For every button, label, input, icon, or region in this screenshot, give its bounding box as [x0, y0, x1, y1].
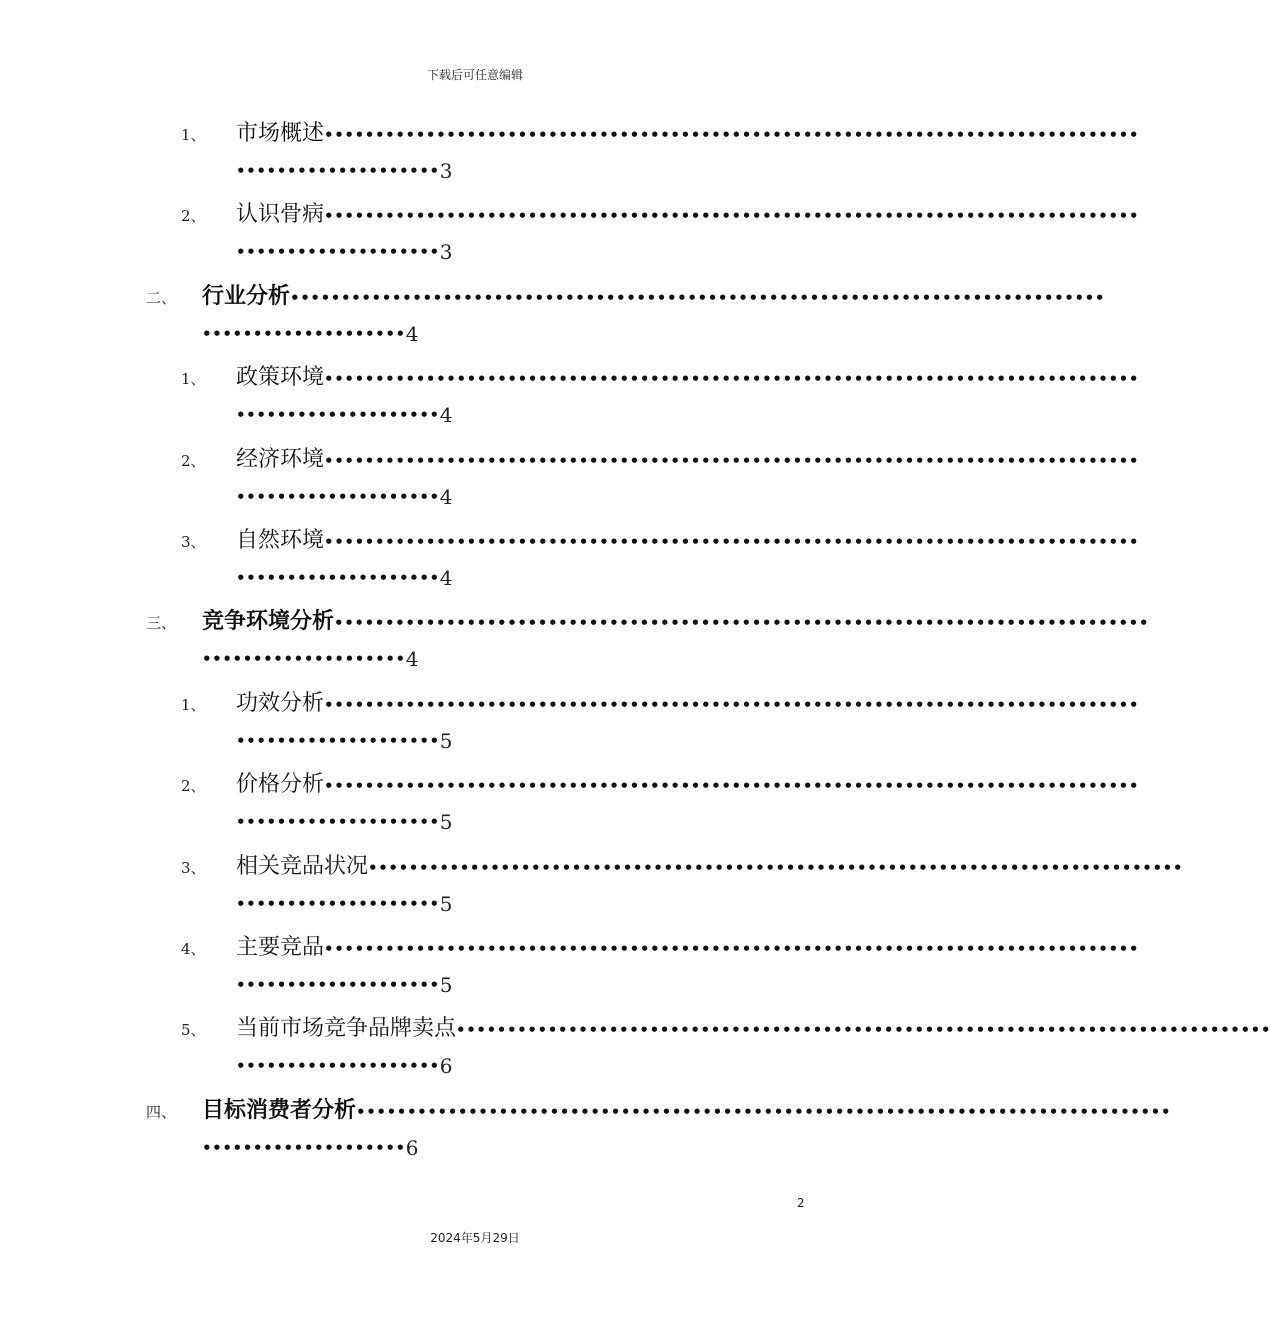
- dot-leader: ••••••••••••••••••••: [236, 731, 440, 750]
- dot-leader: ••••••••••••••••••••: [202, 650, 406, 669]
- toc-entry[interactable]: [0, 281, 1106, 363]
- dot-leader: ••••••••••••••••••••: [236, 569, 440, 587]
- toc-entry-page: 4: [439, 403, 453, 428]
- dot-leader: ••••••••••••••••••••••••••••••••••••••••••••••••••••••••••••••••••••••••••••••••: [368, 858, 1184, 877]
- toc-entry-page: 5: [439, 728, 453, 753]
- toc-entry-page-line: [236, 239, 452, 265]
- toc-entry-page-line: [202, 321, 418, 347]
- dot-leader: ••••••••••••••••••••: [202, 324, 406, 343]
- toc-entry-title: 竞争环境分析: [202, 609, 335, 635]
- toc-entry-page: 5: [439, 810, 453, 835]
- toc-entry-page-line: [236, 484, 452, 510]
- dot-leader: ••••••••••••••••••••: [236, 243, 440, 262]
- dot-leader: ••••••••••••••••••••: [236, 894, 440, 913]
- toc-entry-page: 4: [405, 321, 419, 346]
- toc-entry-title: 经济环境: [236, 446, 325, 472]
- toc-entry-title: 认识骨病: [236, 202, 325, 228]
- dot-leader: ••••••••••••••••••••••••••••••••••••••••••••••••••••••••••••••••••••••••••••••••: [324, 695, 1140, 714]
- toc-entry-title-line: [236, 769, 1140, 799]
- dot-leader: ••••••••••••••••••••: [202, 1138, 406, 1157]
- toc-entry-title-line: [236, 1013, 1271, 1043]
- dot-leader: ••••••••••••••••••••••••••••••••••••••••••••••••••••••••••••••••••••••••••••••••: [324, 940, 1140, 958]
- toc-entry[interactable]: [0, 1095, 1172, 1177]
- toc-entry-number: 二、: [146, 288, 177, 307]
- toc-entry-title-line: [236, 851, 1184, 881]
- toc-entry-page-line: [236, 1053, 452, 1079]
- toc-entry-number: 2、: [181, 207, 206, 226]
- toc-entry-number: 1、: [181, 126, 206, 144]
- toc-entry-page-line: [202, 646, 418, 672]
- dot-leader: ••••••••••••••••••••••••••••••••••••••••••••••••••••••••••••••••••••••••••••••••: [324, 533, 1140, 551]
- toc-entry-title-line: [236, 118, 1140, 148]
- toc-entry-number: 四、: [146, 1102, 177, 1121]
- toc-entry-title-line: [202, 606, 1150, 636]
- page-number: 2: [797, 1196, 805, 1210]
- toc-entry-title-line: [236, 199, 1140, 229]
- toc-entry-title: 自然环境: [236, 528, 325, 553]
- toc-entry-title: 当前市场竞争品牌卖点: [236, 1016, 457, 1042]
- toc-entry[interactable]: [0, 525, 1140, 607]
- toc-entry[interactable]: [0, 444, 1140, 526]
- toc-entry-title-line: [236, 444, 1140, 474]
- toc-entry-number: 1、: [181, 370, 206, 389]
- toc-entry-page-line: [236, 972, 452, 998]
- dot-leader: ••••••••••••••••••••••••••••••••••••••••••••••••••••••••••••••••••••••••••••••••: [324, 451, 1140, 470]
- page-header: 下载后可任意编辑: [426, 68, 523, 82]
- toc-entry-page-line: [236, 158, 452, 184]
- toc-entry-number: 3、: [181, 858, 206, 877]
- footer-date: 2024年5月29日: [430, 1231, 520, 1245]
- toc-entry[interactable]: [0, 769, 1140, 851]
- dot-leader: ••••••••••••••••••••••••••••••••••••••••••••••••••••••••••••••••••••••••••••••••: [324, 370, 1140, 389]
- toc-entry-title: 政策环境: [236, 365, 325, 391]
- toc-entry-page-line: [236, 809, 452, 835]
- toc-entry[interactable]: [0, 688, 1140, 770]
- toc-entry-number: 5、: [181, 1021, 206, 1040]
- toc-entry-page: 6: [439, 1054, 453, 1079]
- dot-leader: ••••••••••••••••••••: [236, 813, 440, 832]
- toc-entry[interactable]: [0, 851, 1184, 933]
- toc-entry-title: 相关竞品状况: [236, 853, 369, 879]
- dot-leader: ••••••••••••••••••••••••••••••••••••••••••••••••••••••••••••••••••••••••••••••••: [324, 777, 1140, 796]
- toc-entry-page: 4: [439, 566, 453, 590]
- toc-entry[interactable]: [0, 199, 1140, 281]
- toc-entry-number: 3、: [181, 533, 206, 551]
- toc-entry-title-line: [202, 1095, 1172, 1125]
- toc-entry-page-line: [236, 402, 452, 428]
- toc-entry-page: 3: [439, 159, 453, 183]
- toc-entry-page-line: [236, 565, 452, 591]
- toc-entry-title: 市场概述: [236, 121, 325, 146]
- toc-entry[interactable]: [0, 606, 1150, 688]
- toc-entry-page-line: [236, 891, 452, 917]
- toc-entry-page: 6: [405, 1135, 419, 1160]
- toc-entry[interactable]: [0, 118, 1140, 200]
- toc-entry-title-line: [236, 362, 1140, 392]
- toc-entry-number: 2、: [181, 451, 206, 470]
- dot-leader: ••••••••••••••••••••: [236, 1057, 440, 1076]
- toc-entry-page: 4: [405, 647, 419, 672]
- toc-entry-title: 功效分析: [236, 690, 325, 716]
- toc-entry-number: 4、: [181, 940, 206, 958]
- toc-entry[interactable]: [0, 1013, 1271, 1095]
- toc-entry-title: 主要竞品: [236, 935, 325, 960]
- toc-entry-number: 2、: [181, 777, 206, 796]
- dot-leader: ••••••••••••••••••••••••••••••••••••••••••••••••••••••••••••••••••••••••••••••••: [324, 207, 1140, 226]
- toc-entry-number: 1、: [181, 695, 206, 714]
- toc-entry[interactable]: [0, 932, 1140, 1014]
- toc-entry-title: 目标消费者分析: [202, 1097, 357, 1123]
- dot-leader: ••••••••••••••••••••••••••••••••••••••••••••••••••••••••••••••••••••••••••••••••: [324, 126, 1140, 144]
- toc-entry-title: 行业分析: [202, 283, 291, 309]
- toc-entry-page: 5: [439, 973, 453, 997]
- toc-entry-page-line: [236, 728, 452, 754]
- toc-entry-title-line: [236, 525, 1140, 555]
- toc-entry-title-line: [202, 281, 1106, 311]
- toc-entry-title-line: [236, 688, 1140, 718]
- toc-entry[interactable]: [0, 362, 1140, 444]
- dot-leader: ••••••••••••••••••••: [236, 162, 440, 180]
- toc-entry-number: 三、: [146, 614, 177, 633]
- dot-leader: ••••••••••••••••••••••••••••••••••••••••••••••••••••••••••••••••••••••••••••••••: [290, 288, 1106, 307]
- toc-entry-page-line: [202, 1135, 418, 1161]
- toc-entry-page: 3: [439, 240, 453, 265]
- toc-entry-title-line: [236, 932, 1140, 962]
- dot-leader: ••••••••••••••••••••: [236, 976, 440, 994]
- toc-entry-page: 4: [439, 484, 453, 509]
- dot-leader: ••••••••••••••••••••••••••••••••••••••••••••••••••••••••••••••••••••••••••••••••: [334, 614, 1150, 633]
- dot-leader: ••••••••••••••••••••: [236, 406, 440, 425]
- toc-entry-title: 价格分析: [236, 772, 325, 798]
- dot-leader: ••••••••••••••••••••••••••••••••••••••••••••••••••••••••••••••••••••••••••••••••: [356, 1102, 1172, 1121]
- dot-leader: ••••••••••••••••••••••••••••••••••••••••••••••••••••••••••••••••••••••••••••••••: [456, 1021, 1271, 1040]
- toc-entry-page: 5: [439, 891, 453, 916]
- dot-leader: ••••••••••••••••••••: [236, 487, 440, 506]
